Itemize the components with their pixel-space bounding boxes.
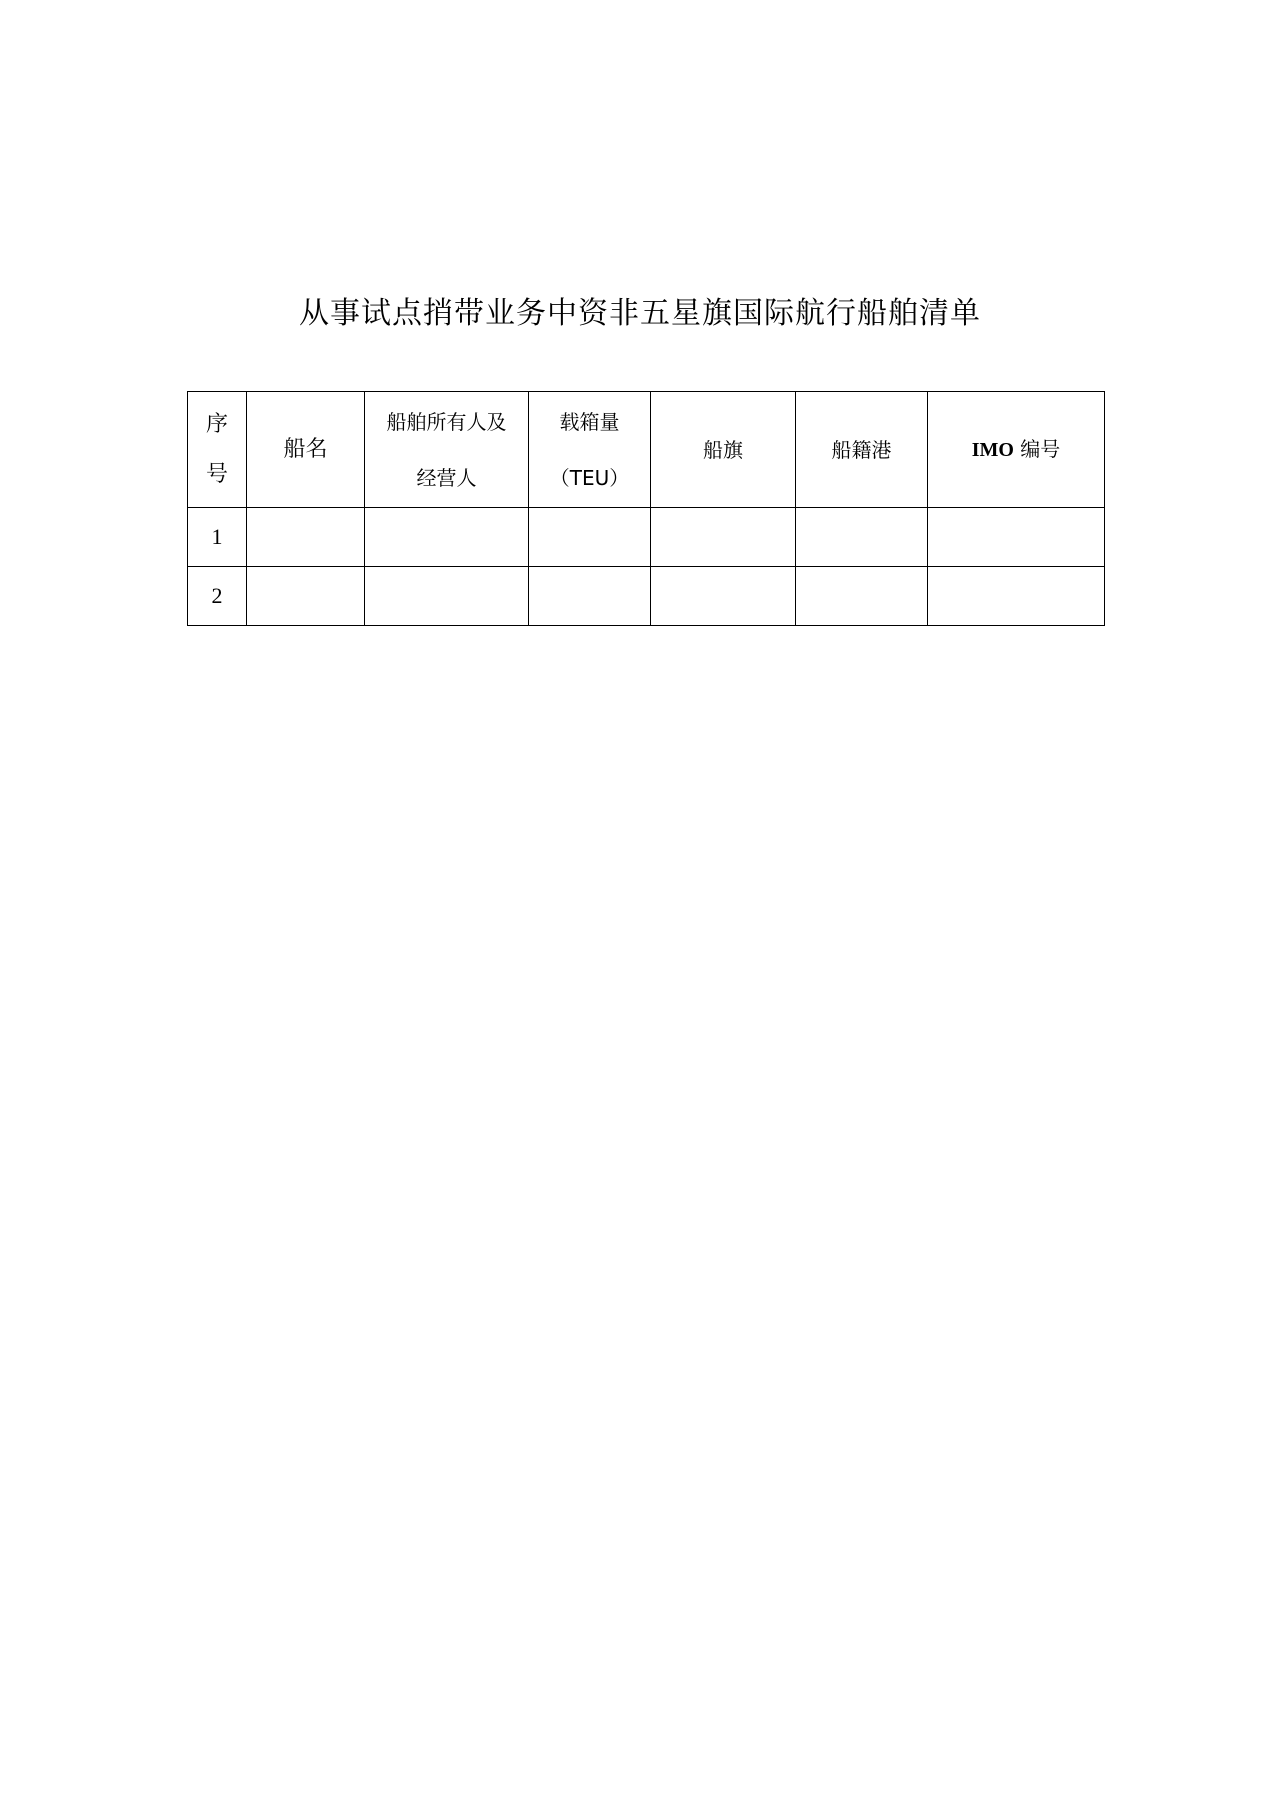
cell-ship-name — [247, 508, 365, 567]
header-seq: 序 号 — [188, 392, 247, 508]
cell-port — [796, 567, 928, 626]
cell-owner — [365, 508, 529, 567]
table-header-row — [188, 392, 1105, 508]
table-row — [188, 567, 1105, 626]
cell-capacity — [529, 508, 651, 567]
header-flag: 船旗 — [651, 392, 796, 508]
header-ship-name: 船名 — [247, 392, 365, 508]
table-row — [188, 508, 1105, 567]
cell-ship-name — [247, 567, 365, 626]
cell-capacity — [529, 567, 651, 626]
cell-port — [796, 508, 928, 567]
cell-flag — [651, 508, 796, 567]
cell-seq: 2 — [188, 567, 247, 626]
cell-owner — [365, 567, 529, 626]
cell-imo — [928, 567, 1105, 626]
cell-flag — [651, 567, 796, 626]
cell-seq: 1 — [188, 508, 247, 567]
ship-list-table — [187, 391, 1105, 626]
header-capacity: 载箱量 （TEU） — [529, 392, 651, 508]
header-port-of-registry: 船籍港 — [796, 392, 928, 508]
header-owner: 船舶所有人及 经营人 — [365, 392, 529, 508]
cell-imo — [928, 508, 1105, 567]
document-title: 从事试点捎带业务中资非五星旗国际航行船舶清单 — [299, 296, 981, 331]
header-imo-number: IMO 编号 — [928, 392, 1105, 508]
